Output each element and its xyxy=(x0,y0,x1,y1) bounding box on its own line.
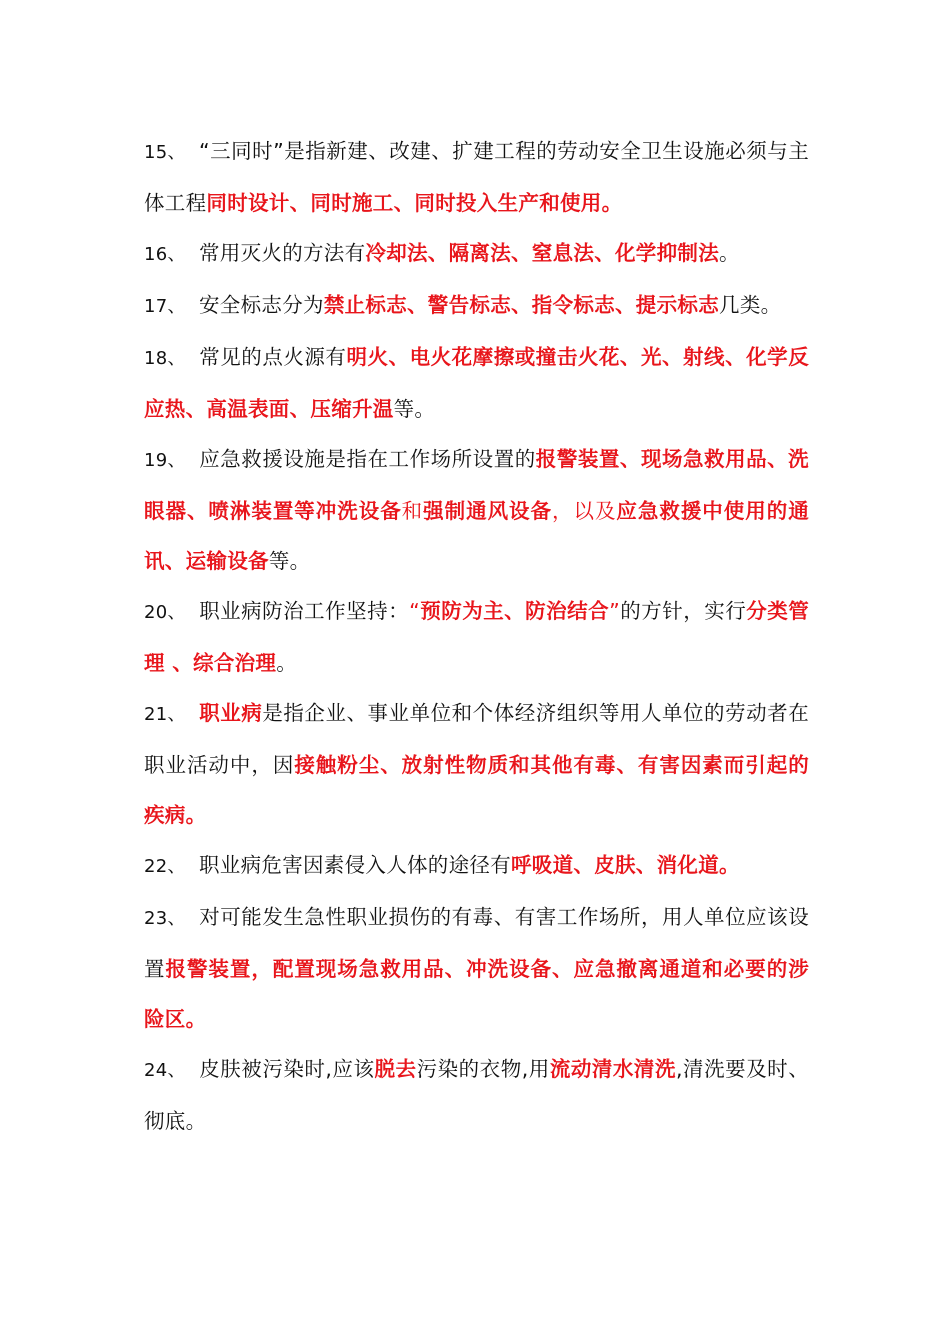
item-number: 24、 xyxy=(144,1060,186,1081)
highlighted-text: ” xyxy=(609,599,621,623)
body-text: 应急救援设施是指在工作场所设置的 xyxy=(199,447,536,471)
list-item-19 xyxy=(144,434,809,586)
highlighted-text: 明火、电火花摩擦或撞击火花、光、射线、化学反应热、高温表面、压缩升温 xyxy=(144,345,809,421)
list-item-24 xyxy=(144,1044,809,1146)
item-number: 21、 xyxy=(144,704,186,725)
body-text: 对可能发生急性职业损伤的有毒、有害工作场所，用人单位应该设置 xyxy=(144,905,809,981)
highlighted-text: 禁止标志、警告标志、指令标志、提示标志 xyxy=(323,293,720,317)
list-item-17 xyxy=(144,280,809,332)
body-text: 职业病危害因素侵入人体的途径有 xyxy=(199,853,511,877)
highlighted-text: “ xyxy=(409,599,421,623)
highlighted-text: 和 xyxy=(401,499,424,523)
highlighted-text: 报警装置、现场急救用品、洗眼器、喷淋装置等冲洗设备 xyxy=(144,447,809,523)
body-text: 安全标志分为 xyxy=(199,293,324,317)
list-item-18 xyxy=(144,332,809,434)
item-number: 16、 xyxy=(144,244,186,265)
item-number: 15、 xyxy=(144,142,186,163)
item-number: 17、 xyxy=(144,296,186,317)
highlighted-text: 强制通风设备 xyxy=(423,499,552,523)
body-text: 等。 xyxy=(393,397,436,421)
body-text: 是指企业、事业单位和个体经济组织等用人单位的劳动者在职业活动中，因 xyxy=(144,701,809,777)
item-number: 22、 xyxy=(144,856,186,877)
body-text: ,清洗要及时、彻底。 xyxy=(144,1057,809,1133)
item-number: 20、 xyxy=(144,602,186,623)
body-text: 污染的衣物,用 xyxy=(416,1057,550,1081)
item-number: 23、 xyxy=(144,908,186,929)
list-item-23 xyxy=(144,892,809,1044)
list-item-15 xyxy=(144,126,809,228)
highlighted-text: 冷却法、隔离法、窒息法、化学抑制法 xyxy=(365,241,720,265)
highlighted-text: 报警装置，配置现场急救用品、冲洗设备、应急撤离通道和必要的涉险区。 xyxy=(144,957,809,1031)
highlighted-text: 职业病 xyxy=(199,701,263,725)
body-text: 皮肤被污染时,应该 xyxy=(199,1057,375,1081)
item-list xyxy=(144,126,809,1146)
body-text: 常用灭火的方法有 xyxy=(199,241,366,265)
highlighted-text: 应急救援中使用的通讯、运输设备 xyxy=(144,499,809,573)
body-text: 。 xyxy=(276,651,298,675)
highlighted-text: 接触粉尘、放射性物质和其他有毒、有害因素而引起的疾病。 xyxy=(144,753,809,827)
highlighted-text: 同时设计、同时施工、同时投入生产和使用。 xyxy=(206,191,623,215)
body-text: 职业病防治工作坚持： xyxy=(199,599,410,623)
body-text: “三同时”是指新建、改建、扩建工程的劳动安全卫生设施必须与主体工程 xyxy=(144,139,809,215)
highlighted-text: 脱去 xyxy=(374,1057,417,1081)
list-item-16 xyxy=(144,228,809,280)
highlighted-text: 分类管理 、综合治理 xyxy=(144,599,810,675)
document-page xyxy=(144,126,809,1146)
body-text: 几类。 xyxy=(719,293,782,317)
list-item-20 xyxy=(144,586,809,688)
highlighted-text: ，以及 xyxy=(552,499,617,523)
body-text: 的方针，实行 xyxy=(620,599,747,623)
highlighted-text: 预防为主、防治结合 xyxy=(420,599,610,623)
body-text: 。 xyxy=(719,241,740,265)
highlighted-text: 呼吸道、皮肤、消化道。 xyxy=(511,853,740,877)
body-text: 等。 xyxy=(268,549,311,573)
list-item-22 xyxy=(144,840,809,892)
body-text: 常见的点火源有 xyxy=(199,345,347,369)
item-number: 18、 xyxy=(144,348,186,369)
item-number: 19、 xyxy=(144,450,186,471)
highlighted-text: 流动清水清洗 xyxy=(549,1057,676,1081)
list-item-21 xyxy=(144,688,809,840)
